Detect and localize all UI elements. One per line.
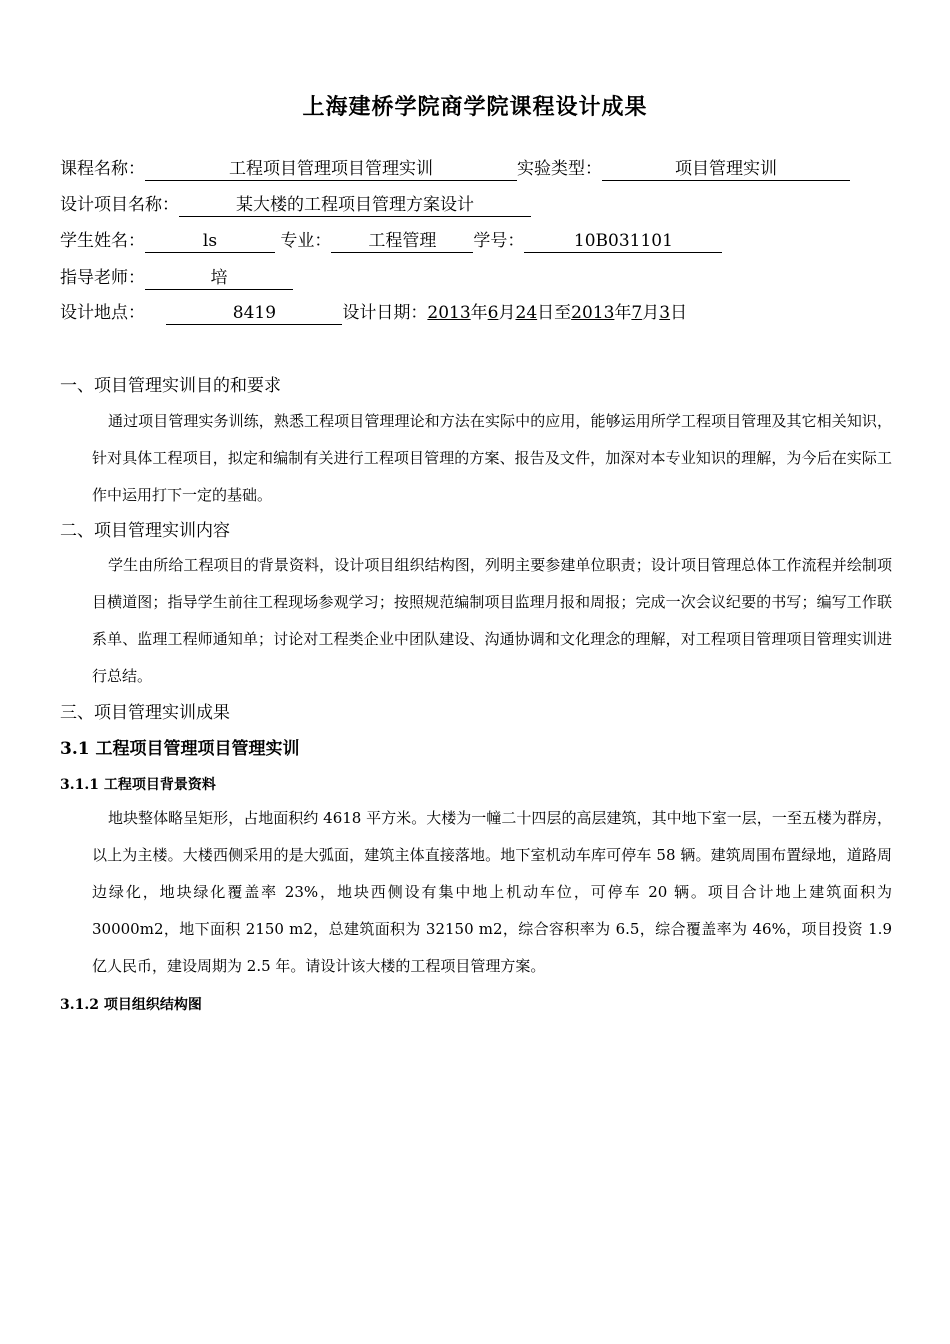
to-char: 至 [554, 303, 572, 323]
section-1-body: 通过项目管理实务训练，熟悉工程项目管理理论和方法在实际中的应用，能够运用所学工程项目管理及其它相关知识，针对具体工程项目，拟定和编制有关进行工程项目管理的方案、报告及文件，加深对本专业知识的理解，为今后在实际工作中运用打下一定的基础。 [92, 412, 892, 504]
section-3-1-1-body: 地块整体略呈矩形，占地面积约 4618 平方米。大楼为一幢二十四层的高层建筑，其中地下室一层，一至五楼为群房，以上为主楼。大楼西侧采用的是大弧面，建筑主体直接落地。地下室机动车库可停车 58 辆。建筑周围布置绿地，道路周边绿化，地块绿化覆盖率 23%，地块西侧设有集中地上机动车位，可停车 20 辆。项目合计地上建筑面积为 30000m2，地下面积 2150 m2，总建筑面积为 32150 m2，综合容积率为 6.5，综合覆盖率为 46%，项目投资 1.9 亿人民币，建设周期为 2.5 年。请设计该大楼的工程项目管理方案。 [92, 809, 892, 975]
project-row [60, 193, 531, 217]
start-year: 2013 [427, 303, 471, 323]
location-date-row [60, 301, 687, 325]
end-year: 2013 [571, 303, 615, 323]
year-char-2: 年 [614, 303, 632, 323]
exp-type-label: 实验类型： [517, 159, 602, 179]
start-month: 6 [487, 303, 499, 323]
section-3-1-2-heading: 3.1.2 项目组织结构图 [60, 997, 202, 1013]
end-month: 7 [631, 303, 643, 323]
section-2-body: 学生由所给工程项目的背景资料，设计项目组织结构图，列明主要参建单位职责；设计项目管理总体工作流程并绘制项目横道图；指导学生前往工程现场参观学习；按照规范编制项目监理月报和周报；完成一次会议纪要的书写；编写工作联系单、监理工程师通知单；讨论对工程类企业中团队建设、沟通协调和文化理念的理解，对工程项目管理项目管理实训进行总结。 [92, 556, 892, 685]
project-label: 设计项目名称： [60, 195, 179, 215]
year-char-1: 年 [470, 303, 488, 323]
location-value: 8419 [166, 302, 342, 325]
student-value: ls [145, 230, 275, 253]
teacher-row [60, 266, 293, 290]
end-day: 3 [659, 303, 671, 323]
teacher-label: 指导老师： [60, 268, 145, 288]
section-3-1-1-heading: 3.1.1 工程项目背景资料 [60, 777, 216, 793]
date-label: 设计日期： [342, 303, 428, 323]
exp-type-value: 项目管理实训 [602, 158, 850, 181]
student-id-value: 10B031101 [524, 230, 722, 253]
course-row [60, 157, 850, 181]
month-char-1: 月 [498, 303, 516, 323]
month-char-2: 月 [642, 303, 660, 323]
section-2-heading: 二、项目管理实训内容 [60, 521, 230, 541]
teacher-value: 培 [145, 267, 293, 290]
start-day: 24 [515, 303, 538, 323]
day-char-1: 日 [537, 303, 555, 323]
section-3-heading: 三、项目管理实训成果 [60, 703, 230, 723]
course-value: 工程项目管理项目管理实训 [145, 158, 517, 181]
section-3-1-heading: 3.1 工程项目管理项目管理实训 [60, 739, 300, 759]
section-1-heading: 一、项目管理实训目的和要求 [60, 376, 281, 396]
document-title: 上海建桥学院商学院课程设计成果 [302, 94, 648, 120]
course-label: 课程名称： [60, 159, 145, 179]
major-value: 工程管理 [331, 230, 473, 253]
location-label: 设计地点： [60, 303, 145, 323]
major-label: 专业： [280, 231, 332, 251]
project-value: 某大楼的工程项目管理方案设计 [179, 194, 531, 217]
student-row [60, 229, 722, 253]
student-id-label: 学号： [473, 231, 525, 251]
student-label: 学生姓名： [60, 231, 145, 251]
day-char-2: 日 [670, 303, 688, 323]
